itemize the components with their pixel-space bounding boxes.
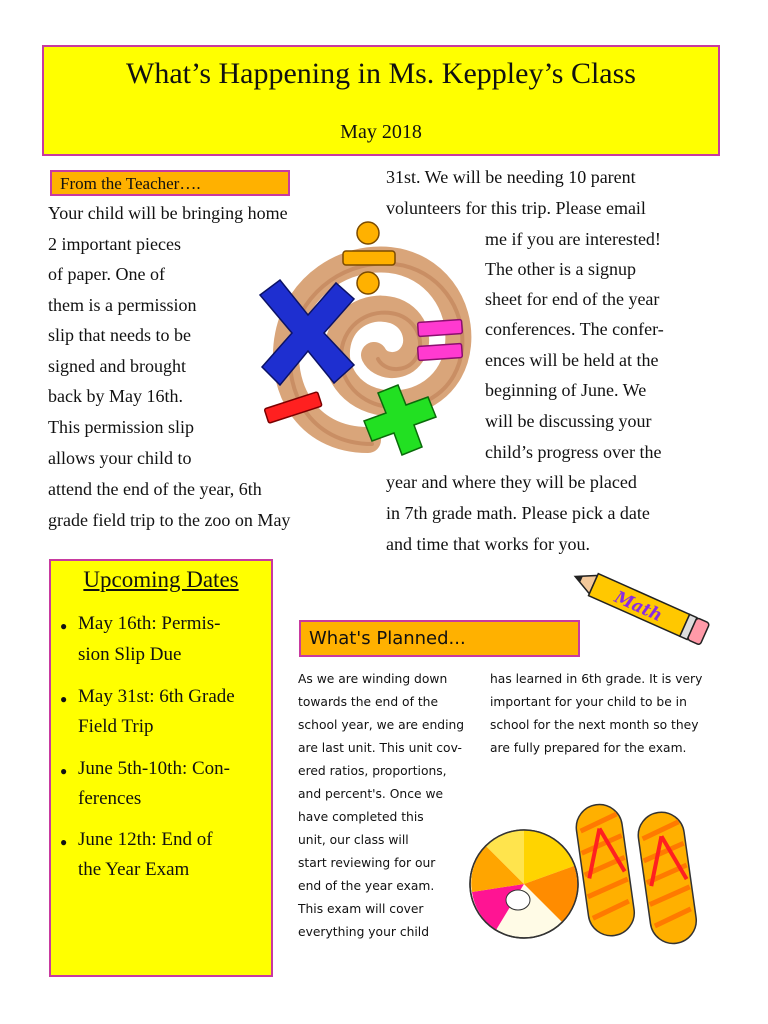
pencil-label: Math [611,587,666,627]
bullet-icon: ● [60,835,68,849]
teacher-line: in 7th grade math. Please pick a date [386,503,650,523]
teacher-line: Your child will be bringing home [48,203,288,223]
upcoming-dates-title: Upcoming Dates [83,567,239,592]
planned-line: unit, our class will [298,833,409,847]
teacher-line: sheet for end of the year [485,289,660,309]
teacher-section-header [50,170,290,196]
planned-line: This exam will cover [298,902,424,916]
teacher-line: will be discussing your [485,411,652,431]
teacher-line: The other is a signup [485,259,636,279]
planned-line: everything your child [298,925,430,939]
planned-line: end of the year exam. [298,879,435,893]
planned-line: start reviewing for our [298,856,436,870]
planned-line: school year, we are ending [298,718,465,732]
math-pencil-clipart [566,568,716,648]
planned-line: have completed this [298,810,424,824]
date-item: Field Trip [78,716,154,737]
beach-ball-clipart [466,826,582,942]
page-subtitle: May 2018 [340,121,422,143]
teacher-line: attend the end of the year, 6th [48,479,262,499]
planned-line: are last unit. This unit cov- [298,741,462,755]
bullet-icon: ● [60,764,68,778]
teacher-line: 2 important pieces [48,234,181,254]
page-title: What’s Happening in Ms. Keppley’s Class [126,57,636,90]
teacher-line: allows your child to [48,448,192,468]
teacher-line: 31st. We will be needing 10 parent [386,167,636,187]
teacher-line: grade field trip to the zoo on May [48,510,291,530]
teacher-line: back by May 16th. [48,386,183,406]
planned-line: and percent's. Once we [298,787,444,801]
bullet-icon: ● [60,619,68,633]
date-item: June 12th: End of [78,829,213,850]
teacher-line: This permission slip [48,417,195,437]
teacher-line: ences will be held at the [485,350,659,370]
teacher-line: slip that needs to be [48,325,191,345]
planned-line: school for the next month so they [490,718,699,732]
teacher-line: and time that works for you. [386,534,590,554]
planned-line: important for your child to be in [490,695,687,709]
teacher-line: beginning of June. We [485,380,647,400]
date-item: May 31st: 6th Grade [78,686,235,707]
date-item: May 16th: Permis- [78,613,221,634]
date-item: ferences [78,788,142,809]
planned-section-header [299,620,580,657]
date-item: sion Slip Due [78,644,182,665]
date-item: the Year Exam [78,859,190,880]
teacher-line: conferences. The confer- [485,319,664,339]
planned-line: As we are winding down [298,672,448,686]
teacher-line: year and where they will be placed [386,472,637,492]
teacher-line: volunteers for this trip. Please email [386,198,646,218]
planned-line: ered ratios, proportions, [298,764,447,778]
math-symbols-clipart [250,215,485,465]
date-item: June 5th-10th: Con- [78,758,230,779]
bullet-icon: ● [60,692,68,706]
teacher-header-label: From the Teacher…. [60,174,201,193]
planned-line: has learned in 6th grade. It is very [490,672,703,686]
planned-line: towards the end of the [298,695,439,709]
planned-header-label: What's Planned... [309,628,466,649]
flip-flops-clipart [566,798,706,948]
teacher-line: signed and brought [48,356,186,376]
teacher-line: of paper. One of [48,264,165,284]
upcoming-dates-box [49,559,273,977]
teacher-line: child’s progress over the [485,442,662,462]
divide-symbol [343,222,395,294]
teacher-line: me if you are interested! [485,229,661,249]
teacher-line: them is a permission [48,295,197,315]
title-banner [42,45,720,156]
planned-line: are fully prepared for the exam. [490,741,687,755]
